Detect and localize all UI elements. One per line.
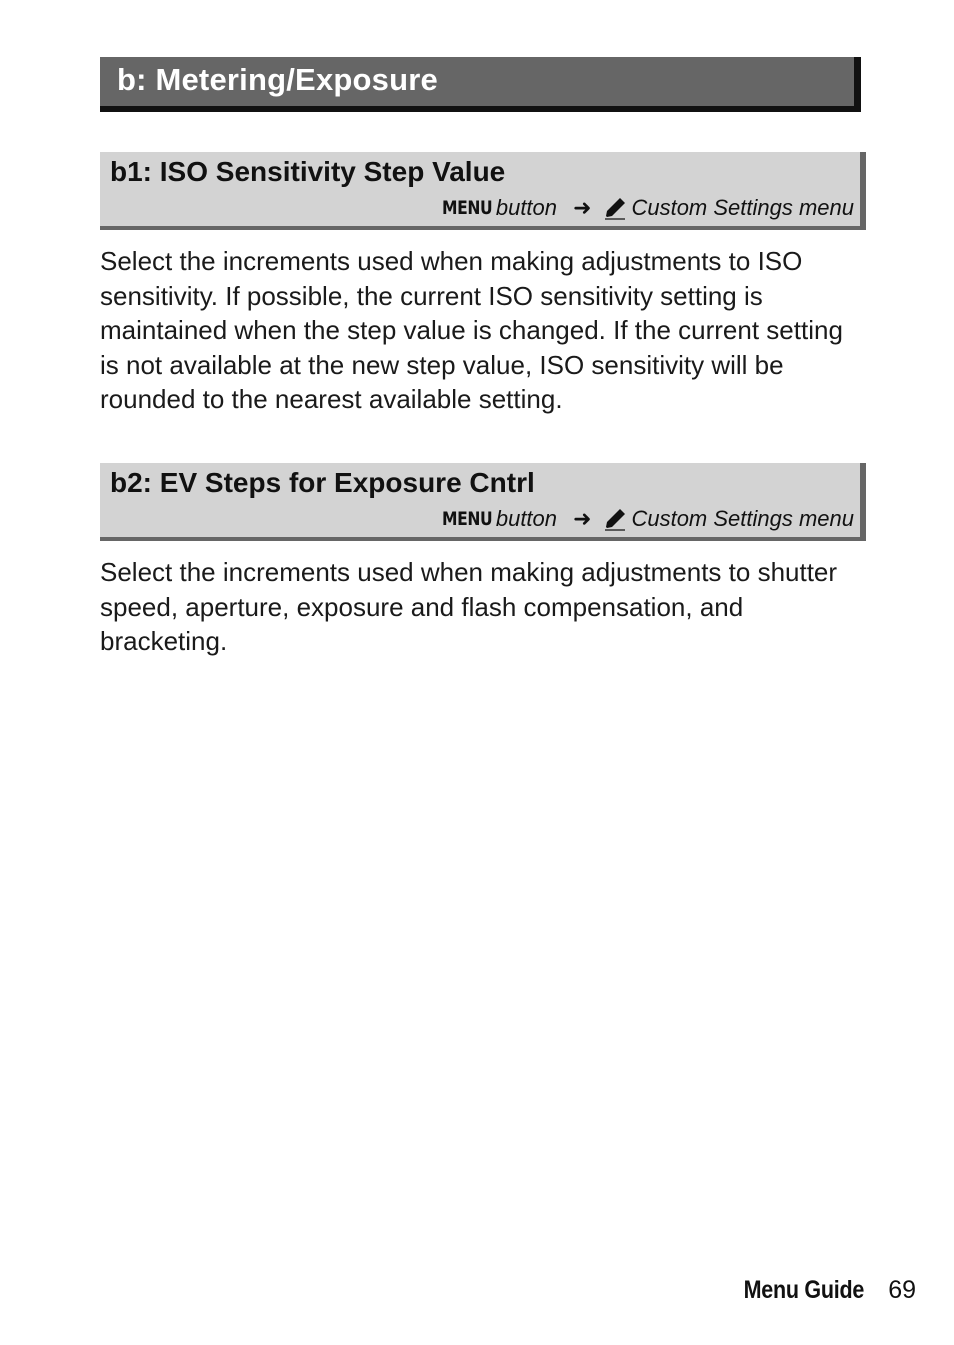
arrow-right-icon: ➜ (573, 195, 592, 221)
pencil-icon (603, 507, 627, 531)
breadcrumb-menu-name: Custom Settings menu (631, 506, 854, 531)
menu-button-icon: MENU (441, 508, 492, 530)
menu-button-icon: MENU (441, 197, 492, 219)
section-body-b1: Select the increments used when making adjustments to ISO sensitivity. If possible, the current ISO sensitivity setting is maintained when the step value is changed. If the current setting is not available at the new step value, ISO sensitivity will be rounded to the nearest available setting. (100, 246, 843, 415)
arrow-right-icon: ➜ (573, 506, 592, 532)
breadcrumb-menu-name: Custom Settings menu (631, 195, 854, 220)
chapter-header (100, 57, 861, 112)
section-body-b2: Select the increments used when making adjustments to shutter speed, aperture, exposure and flash compensation, and bracketing. (100, 557, 838, 657)
footer-section-label: Menu Guide (743, 1276, 865, 1304)
breadcrumb-button-text: button (495, 506, 558, 531)
menu-breadcrumb (431, 506, 854, 532)
menu-breadcrumb (431, 195, 854, 221)
section-header-b1 (100, 152, 866, 230)
section-title: b2: EV Steps for Exposure Cntrl (110, 467, 535, 498)
page-number: 69 (888, 1276, 916, 1304)
section-header-b2 (100, 463, 866, 541)
breadcrumb-button-text: button (495, 195, 558, 220)
pencil-icon (603, 196, 627, 220)
page-footer (724, 1276, 916, 1305)
chapter-title: b: Metering/Exposure (117, 62, 438, 97)
section-title: b1: ISO Sensitivity Step Value (110, 156, 506, 187)
